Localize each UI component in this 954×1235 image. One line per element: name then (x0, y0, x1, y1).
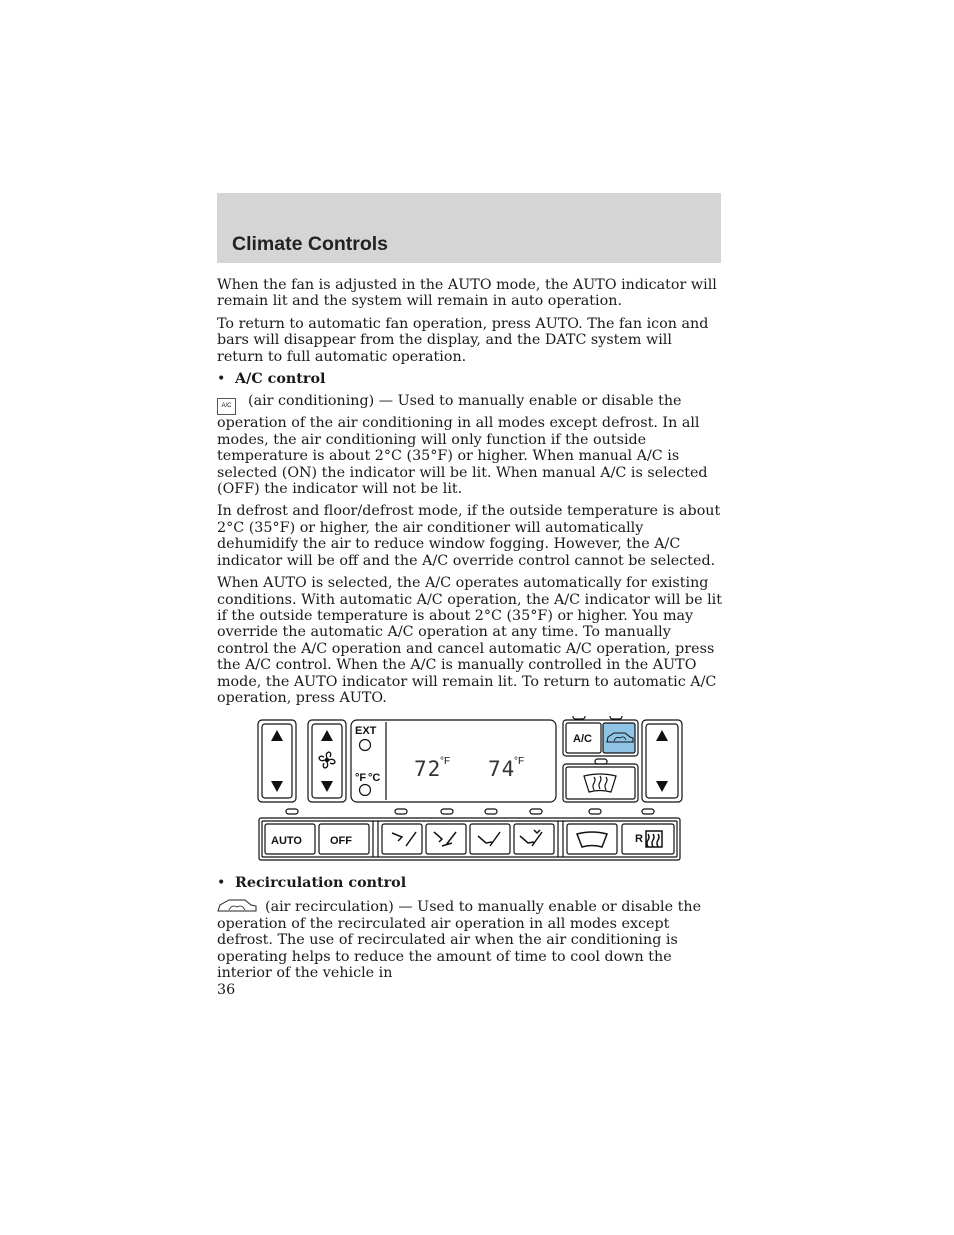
celsius-label: °C (368, 772, 381, 784)
recirc-description-text: (air recirculation) — Used to manually enable or disable the operation of the recirculated air operation in all modes except defrost. The use of recirculated air when the air conditioning is operating helps to reduce the amount of time to cool down the interior of the vehicle in (217, 899, 702, 982)
section-header (217, 193, 721, 263)
left-temperature: 72 (414, 757, 442, 781)
ac-label: A/C (573, 733, 592, 745)
ext-indicator (360, 740, 371, 751)
auto-label: AUTO (271, 835, 302, 847)
rear-label: R (635, 833, 643, 845)
left-temperature-unit: °F (440, 756, 451, 767)
front-defrost-button (566, 767, 635, 799)
ac-description (217, 393, 722, 497)
paragraph: In defrost and floor/defrost mode, if the outside temperature is about 2°C (35°F) or higher, the air conditioner will automatically dehumidify the air to reduce window fogging. However, the A/C indicator will be off and the A/C override control cannot be selected. (217, 503, 721, 569)
front-defrost-icon (584, 774, 616, 792)
right-temperature-unit: °F (514, 756, 525, 767)
temp-up-arrow (271, 730, 283, 741)
recirc-section (217, 875, 722, 987)
fan-down-arrow (321, 781, 333, 792)
panel-mode-button (382, 824, 422, 854)
fan-icon (319, 752, 335, 768)
rear-defrost-icon (646, 831, 662, 847)
fan-up-arrow (321, 730, 333, 741)
panel-floor-mode-button (426, 824, 466, 854)
ac-control-heading: • A/C control (217, 371, 326, 388)
climate-panel-illustration (256, 716, 684, 864)
page-number: 36 (217, 982, 236, 998)
max-defrost-button (567, 824, 617, 854)
fahrenheit-label: °F (355, 772, 367, 784)
right-temperature: 74 (488, 757, 516, 781)
floor-mode-button (470, 824, 510, 854)
paragraph: To return to automatic fan operation, press AUTO. The fan icon and bars will disappear from the display, and the DATC system will return to full automatic operation. (217, 315, 709, 365)
panel-floor-airflow-icon (434, 832, 456, 846)
temp-down-arrow (271, 781, 283, 792)
floor-defrost-mode-button (514, 824, 554, 854)
panel-airflow-icon (392, 832, 416, 846)
floor-defrost-airflow-icon (520, 830, 542, 846)
recirculation-icon (217, 897, 257, 915)
floor-airflow-icon (478, 832, 500, 846)
ac-control-heading-text: A/C control (235, 371, 326, 388)
paragraph: When the fan is adjusted in the AUTO mode, the AUTO indicator will remain lit and the system will remain in auto operation. (217, 277, 717, 310)
recirc-control-heading: • Recirculation control (217, 875, 407, 891)
max-defrost-icon (577, 832, 607, 847)
paragraph: When AUTO is selected, the A/C operates automatically for existing conditions. With automatic A/C operation, the A/C indicator will be lit if the outside temperature is about 2°C (35°F) or higher. You may override the automatic A/C operation at any time. To manually control the A/C operation and cancel automatic A/C operation, press the A/C control. When the A/C is manually controlled in the AUTO mode, the AUTO indicator will remain lit. To return to automatic A/C operation, press AUTO. (217, 575, 722, 706)
recirc-control-heading-text: Recirculation control (235, 875, 407, 891)
off-label: OFF (330, 835, 352, 847)
display-screen (351, 720, 556, 802)
ac-description-text: (air conditioning) — Used to manually enable or disable the operation of the air conditioning in all modes except defrost. In all modes, the air conditioning will only function if the outside temperature is about 2°C (35°F) or higher. When manual A/C is selected (ON) the indicator will be lit. When manual A/C is selected (OFF) the indicator will not be lit. (217, 393, 708, 498)
temp-down-arrow-right (656, 781, 668, 792)
ac-button-icon: A/C (217, 398, 236, 415)
section-title: Climate Controls (232, 233, 389, 255)
ext-label: EXT (355, 725, 377, 737)
body-text (217, 277, 722, 712)
temp-up-arrow-right (656, 730, 668, 741)
recirc-description (217, 897, 722, 981)
unit-indicator (360, 785, 371, 796)
